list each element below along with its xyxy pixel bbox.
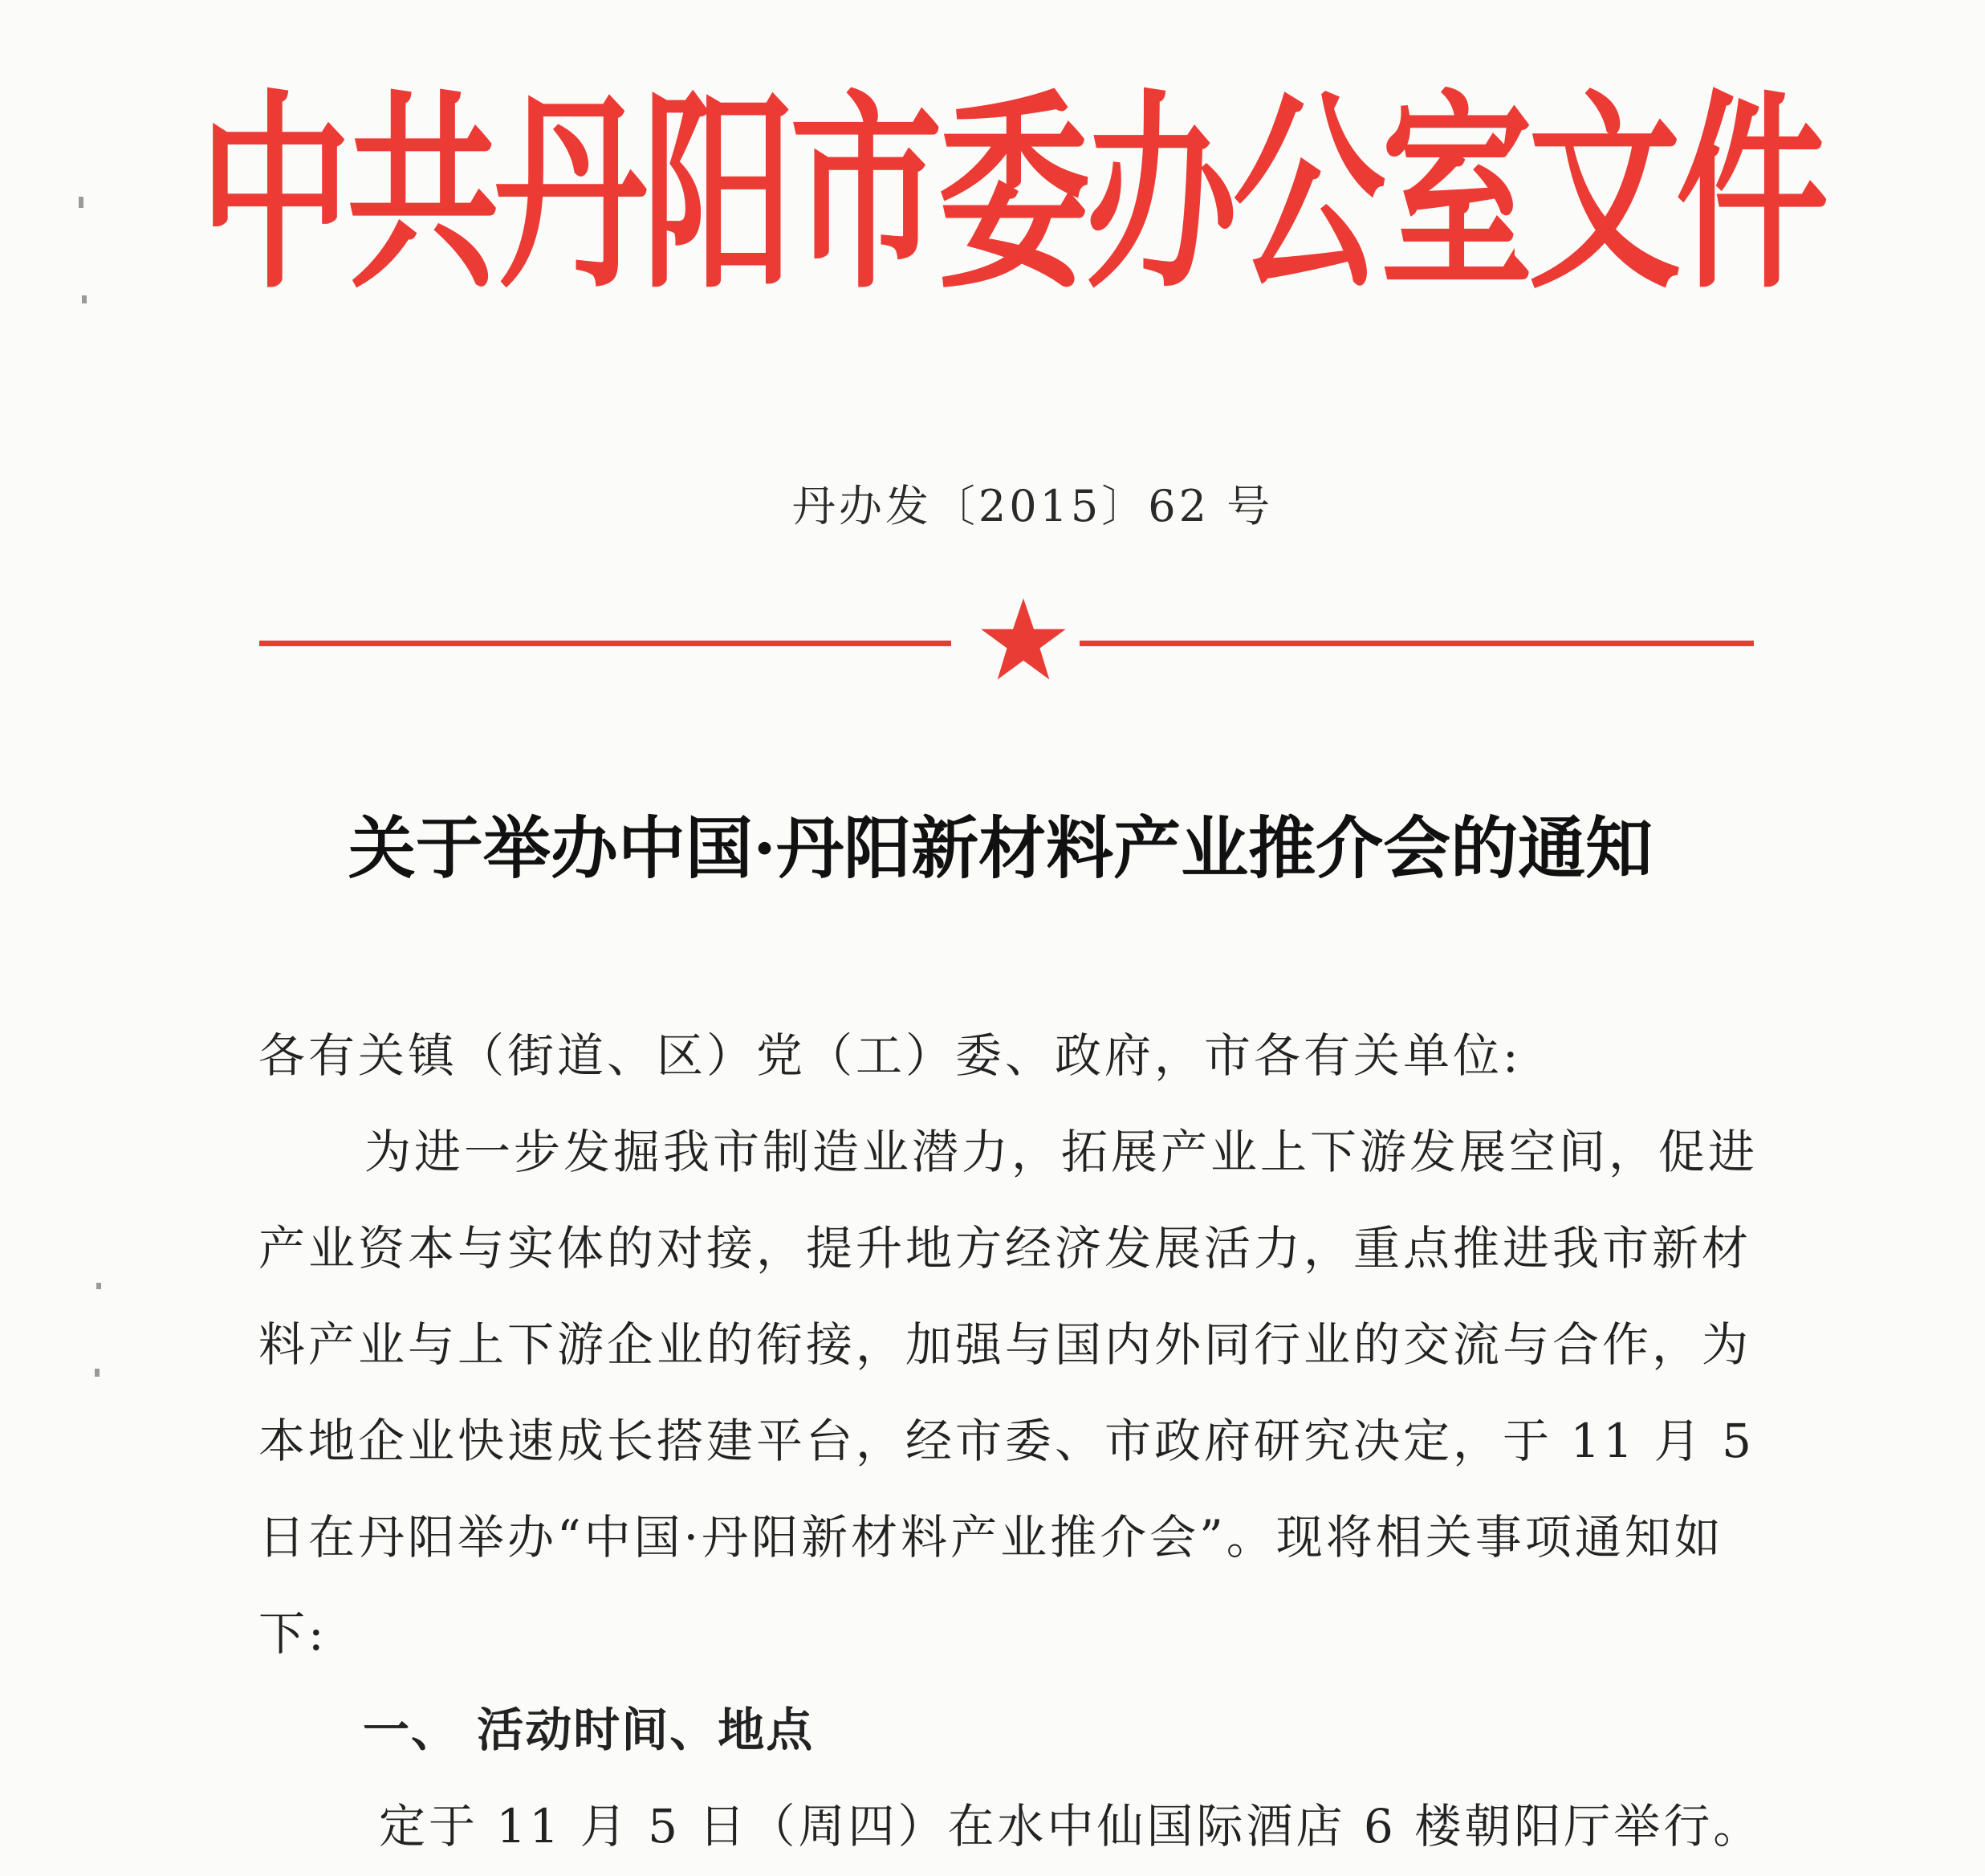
document-title: 关于举办中国·丹阳新材料产业推介会的通知 <box>348 808 1653 888</box>
header-title: 中共丹阳市委办公室文件 <box>199 71 1824 317</box>
scan-mark <box>82 295 87 303</box>
section-text: 定于 11 月 5 日（周四）在水中仙国际酒店 6 楼朝阳厅举行。 <box>379 1799 1763 1854</box>
section-heading: 一、 活动时间、地点 <box>363 1703 815 1757</box>
divider-line-left <box>259 641 951 646</box>
scan-mark <box>95 1369 100 1377</box>
star-icon <box>979 596 1068 684</box>
document-body <box>258 1007 1776 1874</box>
scan-mark <box>79 197 83 208</box>
document-header <box>199 44 1824 317</box>
scan-mark <box>96 1283 101 1289</box>
divider-line-right <box>1080 641 1754 646</box>
salutation: 各有关镇（街道、区）党（工）委、政府，市各有关单位: <box>258 1028 1522 1083</box>
paragraph: 为进一步发掘我市制造业潜力，拓展产业上下游发展空间，促进产业资本与实体的对接，提升地方经济发展活力，重点推进我市新材料产业与上下游企业的衔接，加强与国内外同行业的交流与合作，为本地企业快速成长搭建平台，经市委、市政府研究决定，于 11 月 5 日在丹阳举办“中国·丹阳新材料产业推介会”。现将相关事项通知如下: <box>258 1125 1759 1661</box>
document-number: 丹办发〔2015〕62 号 <box>791 481 1274 531</box>
